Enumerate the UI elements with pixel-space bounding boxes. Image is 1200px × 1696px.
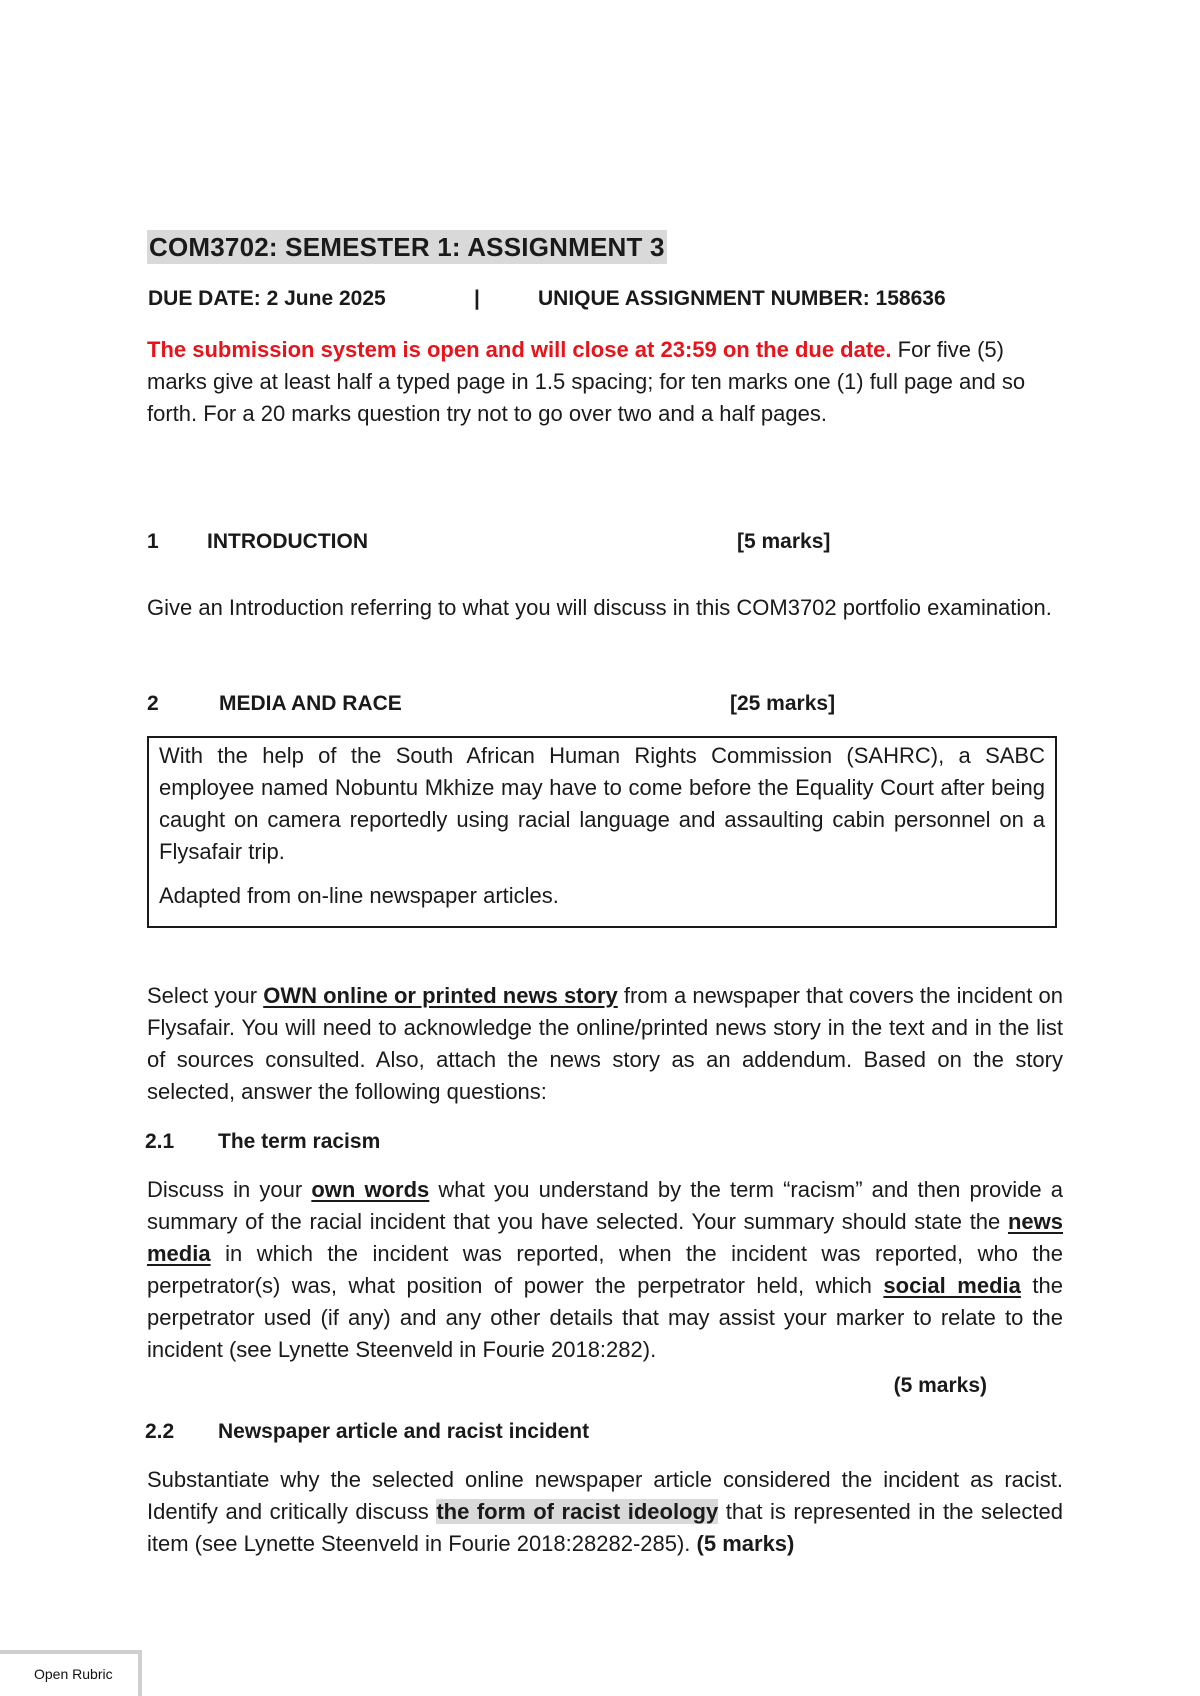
length-guideline: For five (5) marks give at least half a typed page in 1.5 spacing; for ten marks one (1) full page and so forth. For a 20 marks question try not to go over two and a half pages. xyxy=(147,337,1026,426)
social-media-emphasis: social media xyxy=(883,1273,1021,1298)
text-run: in which the incident was reported, when the incident was reported, who the perpetrator(s) was, what position of power the perpetrator held, which xyxy=(147,1241,1063,1298)
subsection-2-2-heading xyxy=(145,1418,590,1446)
section-number: 2 xyxy=(147,692,159,715)
news-excerpt-source: Adapted from on-line newspaper articles. xyxy=(159,883,559,908)
section-marks: [5 marks] xyxy=(737,530,831,553)
subsection-title: Newspaper article and racist incident xyxy=(218,1420,590,1443)
news-excerpt-text: With the help of the South African Human Rights Commission (SAHRC), a SABC employee named Nobuntu Mkhize may have to come before the Equality Court after being caught on camera reportedly using racial language and assaulting cabin personnel on a Flysafair trip. xyxy=(159,743,1045,864)
subsection-2-1-heading xyxy=(145,1128,381,1156)
text-run: Select your xyxy=(147,983,264,1008)
text-run: that is represented in the selected item (see Lynette Steenveld in Fourie 2018:28282-285). xyxy=(147,1499,1063,1556)
subsection-number: 2.1 xyxy=(145,1130,175,1153)
text-run: the perpetrator used (if any) and any other details that may assist your marker to relate to the incident (see Lynette Steenveld in Fourie 2018:282). xyxy=(147,1273,1063,1362)
select-story-instructions xyxy=(147,980,1063,1108)
open-rubric-button[interactable] xyxy=(0,1650,142,1696)
news-excerpt-box xyxy=(147,736,1057,928)
submission-notice xyxy=(147,334,1063,430)
racist-ideology-highlight: the form of racist ideology xyxy=(436,1499,719,1524)
text-run: from a newspaper that covers the incident on Flysafair. You will need to acknowledge the online/printed news story in the text and in the list of sources consulted. Also, attach the news story as an addendum. Based on the story selected, answer the following questions: xyxy=(147,983,1063,1104)
text-run: what you understand by the term “racism” and then provide a summary of the racial incident that you have selected. Your summary should state the xyxy=(147,1177,1063,1234)
due-date-line xyxy=(148,286,946,312)
assignment-title: COM3702: SEMESTER 1: ASSIGNMENT 3 xyxy=(149,232,665,262)
own-words-emphasis: own words xyxy=(311,1177,430,1202)
news-media-emphasis: news media xyxy=(147,1209,1063,1266)
section-title: MEDIA AND RACE xyxy=(219,692,402,715)
separator: | xyxy=(474,287,480,310)
unique-assignment-number: UNIQUE ASSIGNMENT NUMBER: 158636 xyxy=(538,287,946,310)
subsection-2-1-body xyxy=(147,1174,1063,1366)
own-news-story-emphasis: OWN online or printed news story xyxy=(263,983,618,1008)
subsection-2-2-body xyxy=(147,1464,1063,1560)
text-run: Substantiate why the selected online newspaper article considered the incident as racist. Identify and critically discuss xyxy=(147,1467,1063,1524)
subsection-title: The term racism xyxy=(218,1130,381,1153)
submission-deadline-warning: The submission system is open and will close at 23:59 on the due date. xyxy=(147,337,892,362)
subsection-number: 2.2 xyxy=(145,1420,175,1443)
due-date: DUE DATE: 2 June 2025 xyxy=(148,287,386,310)
open-rubric-label: Open Rubric xyxy=(34,1666,113,1682)
subsection-2-2-marks: (5 marks) xyxy=(696,1531,795,1556)
section-title: INTRODUCTION xyxy=(207,530,368,553)
text-run: Discuss in your xyxy=(147,1177,312,1202)
section-number: 1 xyxy=(147,530,159,553)
subsection-2-1-marks: (5 marks) xyxy=(893,1374,987,1397)
section-marks: [25 marks] xyxy=(730,692,836,715)
section-1-body: Give an Introduction referring to what you will discuss in this COM3702 portfolio examination. xyxy=(147,595,1052,620)
